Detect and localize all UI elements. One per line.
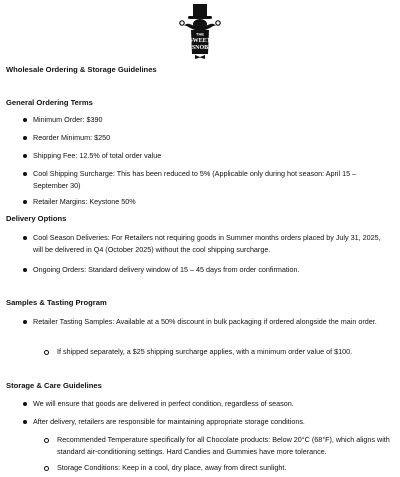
hollow-bullet-icon bbox=[44, 350, 49, 355]
svg-text:SWEET: SWEET bbox=[189, 38, 211, 44]
document-page: THE SWEET SNOB Wholesale Ordering & Storage Guidelines General Ordering Terms Minimum Order: $390 Reorder Minimum: $250 Shipping Fee: 12.5% of total order value Cool Shipping Surcharge: This has been reduced to 5% (Applicable only during hot season: April 15 – September 30) Retailer Margins: Keystone 50% Delivery Options Cool Season Deliveries: For Retailers not requiring goods in Summer months orders placed by July 31, 2025, will be delivered in Q4 (October 2025) without the cool shipping surcharge. Ongoing Orders: Standard delivery window of 15 – 45 days from order confirmation. Samples & Tasting Program Retailer Tasting Samples: Available at a 50% discount in bulk packaging if ordered alongside the main order. If shipped separately, a $25 shipping surcharge applies, with a minimum order value of $100. Storage & Care Guidelines We will ensure that goods are delivered in perfect condition, regardless of season. After delivery, retailers are responsible for maintaining appropriate storage conditions. Recommended Temperature specifically for all Chocolate products: Below 20°C (68°F), which aligns with standard air-conditioning settings. Hard Candies and Gummies have more tolerance. Storage Conditions: Keep in a cool, dry place, away from direct sunlight. bbox=[0, 0, 400, 477]
bullet-icon bbox=[23, 172, 27, 176]
bullet-icon bbox=[23, 118, 27, 122]
bullet-icon bbox=[23, 236, 27, 240]
hollow-bullet-icon bbox=[44, 438, 49, 443]
sweet-snob-logo-icon bbox=[172, 2, 228, 60]
svg-text:SNOB: SNOB bbox=[191, 45, 209, 51]
hollow-bullet-icon bbox=[44, 466, 49, 471]
bullet-icon bbox=[23, 402, 27, 406]
section-heading-general-ordering-terms: General Ordering Terms bbox=[6, 98, 93, 107]
bullet-icon bbox=[23, 136, 27, 140]
section-heading-samples-tasting-program: Samples & Tasting Program bbox=[6, 298, 107, 307]
bullet-icon bbox=[23, 154, 27, 158]
bullet-icon bbox=[23, 268, 27, 272]
bullet-icon bbox=[23, 420, 27, 424]
section-heading-delivery-options: Delivery Options bbox=[6, 214, 67, 223]
document-title: Wholesale Ordering & Storage Guidelines bbox=[6, 65, 157, 74]
bullet-icon bbox=[23, 200, 27, 204]
svg-text:THE: THE bbox=[196, 31, 204, 37]
section-heading-storage-care-guidelines: Storage & Care Guidelines bbox=[6, 381, 102, 390]
bullet-icon bbox=[23, 320, 27, 324]
